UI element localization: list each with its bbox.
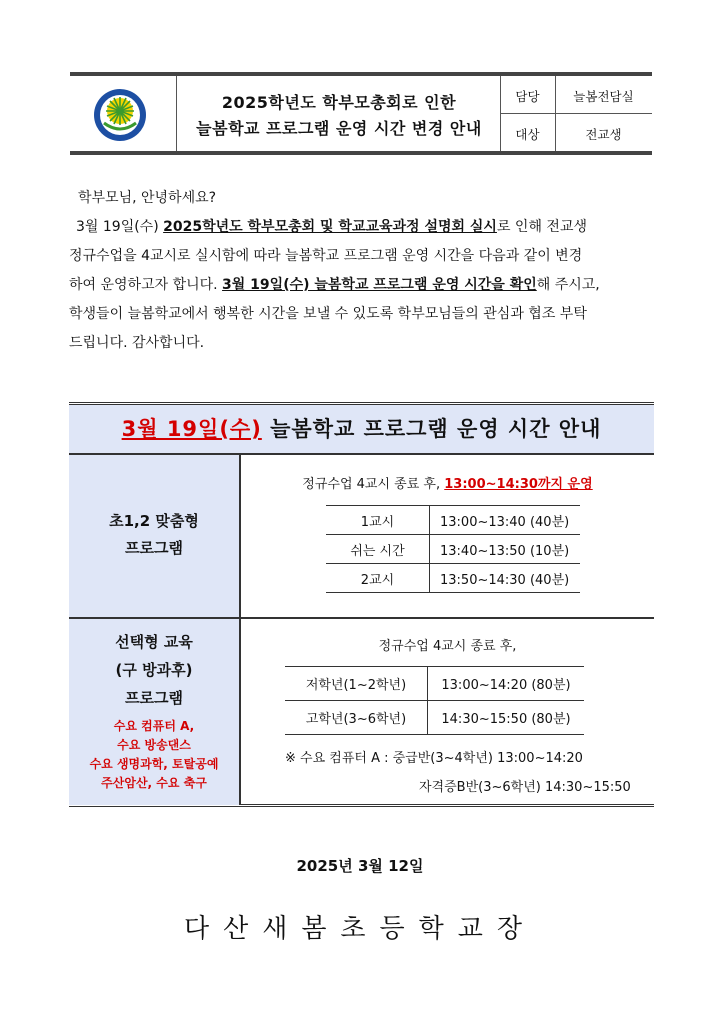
table-row bbox=[326, 564, 580, 593]
intro-line1 bbox=[76, 213, 661, 242]
section2-label-line1: 선택형 교육 bbox=[115, 633, 193, 651]
section1-note bbox=[241, 473, 654, 492]
intro-line1-b: 로 인해 전교생 bbox=[496, 219, 587, 235]
intro-line5: 드립니다. 감사합니다. bbox=[69, 335, 205, 351]
intro-line1-bold: 2025학년도 학부모총회 및 학교교육과정 설명회 실시 bbox=[163, 219, 497, 235]
section2-class-line4: 주산암산, 수요 축구 bbox=[101, 776, 207, 790]
section1-note-prefix: 정규수업 4교시 종료 후, bbox=[302, 477, 445, 492]
section2-class-line1: 수요 컴퓨터 A, bbox=[113, 719, 195, 733]
section2-label-cell bbox=[69, 619, 239, 805]
table-row bbox=[326, 535, 580, 564]
time-cell: 13:50~14:30 (40분) bbox=[440, 572, 570, 588]
section1-label-line1: 초1,2 맞춤형 bbox=[109, 512, 199, 530]
greeting: 학부모님, 안녕하세요? bbox=[78, 190, 217, 206]
table-row bbox=[326, 506, 580, 535]
section2-label-line2: (구 방과후) bbox=[115, 661, 193, 679]
section2-footnote1: ※ 수요 컴퓨터 A : 중급반(3~4학년) 13:00~14:20 bbox=[285, 751, 583, 766]
meta-label-manager: 담당 bbox=[515, 89, 540, 104]
section2-note: 정규수업 4교시 종료 후, bbox=[378, 639, 517, 654]
heading-text: 늘봄학교 프로그램 운영 시간 안내 bbox=[261, 417, 602, 441]
section2-class-line3: 수요 생명과학, 토탈공예 bbox=[89, 757, 219, 771]
period-cell: 쉬는 시간 bbox=[326, 535, 430, 564]
grade-cell: 저학년(1~2학년) bbox=[285, 667, 428, 701]
period-cell: 2교시 bbox=[326, 564, 430, 593]
section2-footnote2: 자격증B반(3~6학년) 14:30~15:50 bbox=[419, 780, 631, 795]
time-cell: 13:00~13:40 (40분) bbox=[440, 514, 570, 530]
document-date: 2025년 3월 12일 bbox=[296, 857, 424, 875]
grade-cell: 고학년(3~6학년) bbox=[285, 701, 428, 735]
table-row bbox=[285, 701, 584, 735]
section1-time-table bbox=[326, 505, 580, 593]
schedule-table-heading bbox=[69, 405, 654, 453]
time-cell: 14:30~15:50 (80분) bbox=[441, 712, 571, 727]
meta-label-target: 대상 bbox=[515, 127, 540, 142]
intro-line3-a: 하여 운영하고자 합니다. bbox=[69, 277, 223, 293]
intro-line3 bbox=[69, 271, 654, 300]
schedule-table bbox=[69, 402, 654, 807]
heading-date: 3월 19일(수) bbox=[121, 417, 262, 441]
intro-line3-bold: 3월 19일(수) 늘봄학교 프로그램 운영 시간을 확인 bbox=[222, 277, 537, 293]
intro-line1-a: 3월 19일(수) bbox=[76, 219, 164, 235]
meta-value-manager: 늘봄전담실 bbox=[573, 89, 634, 104]
table-row bbox=[285, 667, 584, 701]
document-header bbox=[70, 72, 652, 155]
header-title-line1: 2025학년도 학부모총회로 인한 bbox=[221, 93, 457, 112]
meta-value-target: 전교생 bbox=[585, 127, 622, 142]
section2-label-line3: 프로그램 bbox=[125, 689, 183, 707]
section2-class-line2: 수요 방송댄스 bbox=[117, 738, 191, 752]
intro-line3-b: 해 주시고, bbox=[536, 277, 600, 293]
header-title-line2: 늘봄학교 프로그램 운영 시간 변경 안내 bbox=[196, 119, 482, 138]
period-cell: 1교시 bbox=[326, 506, 430, 535]
school-principal-signature: 다산새봄초등학교장 bbox=[183, 914, 537, 944]
time-cell: 13:00~14:20 (80분) bbox=[441, 678, 571, 693]
section1-label-line2: 프로그램 bbox=[125, 539, 183, 557]
section1-label-cell bbox=[69, 455, 239, 617]
intro-line2: 정규수업을 4교시로 실시함에 따라 늘봄학교 프로그램 운영 시간을 다음과 같이 변경 bbox=[69, 248, 583, 264]
school-logo bbox=[92, 87, 148, 143]
section1-note-time: 13:00~14:30까지 운영 bbox=[444, 477, 593, 492]
time-cell: 13:40~13:50 (10분) bbox=[440, 543, 570, 559]
intro-line4: 학생들이 늘봄학교에서 행복한 시간을 보낼 수 있도록 학부모님들의 관심과 협조 부탁 bbox=[69, 306, 587, 322]
section2-time-table bbox=[285, 666, 584, 735]
